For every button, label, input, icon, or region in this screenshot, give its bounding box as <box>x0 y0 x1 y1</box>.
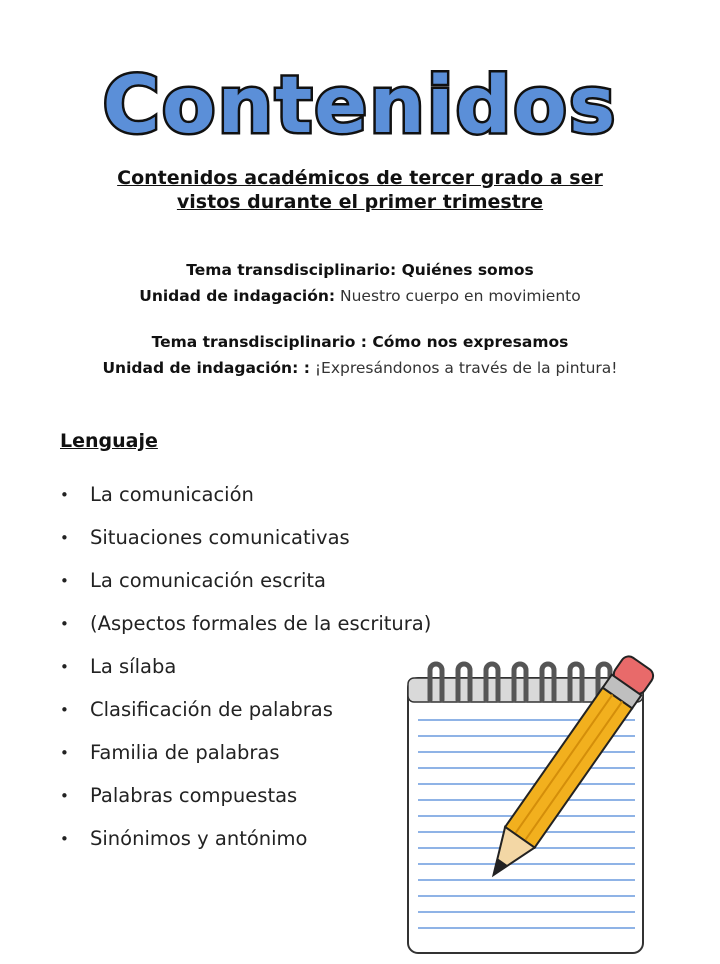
list-item: • Clasificación de palabras <box>60 698 333 721</box>
themes-block <box>0 257 720 381</box>
bullet-icon: • <box>60 830 69 848</box>
list-item: • Sinónimos y antónimo <box>60 827 308 850</box>
list-item: • La sílaba <box>60 655 177 678</box>
tema-label: Tema transdisciplinario : Cómo nos expresamos <box>151 333 569 351</box>
lenguaje-list <box>60 482 431 869</box>
bullet-icon: • <box>60 787 69 805</box>
theme-2 <box>0 329 720 381</box>
tema-label: Tema transdisciplinario: Quiénes somos <box>186 261 534 279</box>
title-banner <box>0 52 720 152</box>
unidad-label: Unidad de indagación: <box>139 287 336 305</box>
list-item: • Familia de palabras <box>60 741 280 764</box>
list-item: • La comunicación <box>60 483 254 506</box>
lenguaje-title: Lenguaje <box>60 430 158 452</box>
unidad-value: Nuestro cuerpo en movimiento <box>335 287 581 305</box>
list-item: • Palabras compuestas <box>60 784 298 807</box>
unidad-label: Unidad de indagación: : <box>102 359 310 377</box>
bullet-icon: • <box>60 615 69 633</box>
bullet-icon: • <box>60 701 69 719</box>
subtitle-line-2: vistos durante el primer trimestre <box>176 191 544 213</box>
list-item: • Situaciones comunicativas <box>60 526 350 549</box>
notepad-pencil-icon <box>390 640 720 960</box>
bullet-icon: • <box>60 744 69 762</box>
theme-1 <box>0 257 720 309</box>
list-item: • La comunicación escrita <box>60 569 326 592</box>
page-header <box>0 166 720 214</box>
lenguaje-section <box>60 430 431 869</box>
unidad-value: ¡Expresándonos a través de la pintura! <box>309 359 618 377</box>
bullet-icon: • <box>60 658 69 676</box>
bullet-icon: • <box>60 529 69 547</box>
list-item: • (Aspectos formales de la escritura) <box>60 612 432 635</box>
subtitle-line-1: Contenidos académicos de tercer grado a ser <box>117 167 603 189</box>
page-title: Contenidos <box>102 61 618 151</box>
bullet-icon: • <box>60 486 69 504</box>
bullet-icon: • <box>60 572 69 590</box>
